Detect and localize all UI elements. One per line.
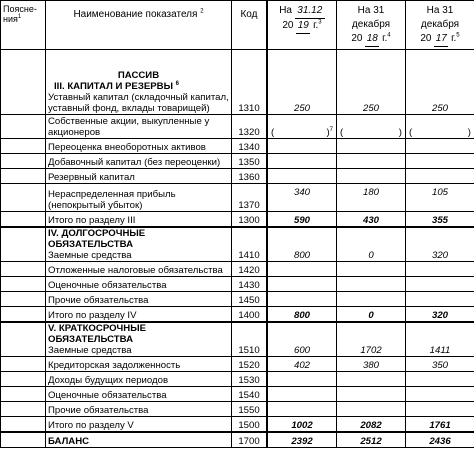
table-header-row <box>1 1 474 50</box>
row-name: Резервный капитал <box>46 169 232 184</box>
period1-year: 19 <box>296 19 310 34</box>
period3-year-suffix: г. <box>451 33 457 44</box>
row-name: БАЛАНС <box>46 432 232 448</box>
note-cell <box>1 169 46 184</box>
header-code-label: Код <box>240 9 258 20</box>
section5-total-row <box>1 417 474 433</box>
row-value-1: 800 <box>267 307 337 323</box>
note-cell <box>1 212 46 228</box>
header-name-label: Наименование показателя <box>73 9 198 20</box>
row-code: 1520 <box>232 357 268 372</box>
section5-row-1530 <box>1 372 474 387</box>
row-value-1: 340 <box>267 184 337 212</box>
row-value-1: 2392 <box>267 432 337 448</box>
period2-sup: 4 <box>387 32 391 39</box>
row-name: Оценочные обязательства <box>46 277 232 292</box>
section3-row-1360 <box>1 169 474 184</box>
section4-row-1410 <box>1 227 474 262</box>
row-value-1: 800 <box>267 227 337 262</box>
row-value-2: 2512 <box>337 432 406 448</box>
row-value-3 <box>406 154 474 169</box>
row-value-2 <box>337 154 406 169</box>
row-code: 1420 <box>232 262 268 277</box>
balance-total-row <box>1 432 474 448</box>
row-name: Отложенные налоговые обязательства <box>46 262 232 277</box>
period2-year: 18 <box>365 32 379 47</box>
section5-row-1510 <box>1 322 474 357</box>
row-value-1: 1002 <box>267 417 337 433</box>
row-code: 1430 <box>232 277 268 292</box>
row-name: Кредиторская задолженность <box>46 357 232 372</box>
period2-year-suffix: г. <box>382 33 388 44</box>
note-cell <box>1 277 46 292</box>
header-period2-cell <box>337 1 406 50</box>
row-code: 1350 <box>232 154 268 169</box>
note-cell <box>1 139 46 154</box>
note-cell <box>1 50 46 115</box>
row-value-2: 0 <box>337 227 406 262</box>
paren-close: ) <box>326 127 330 138</box>
row-value-3 <box>406 139 474 154</box>
period1-year-suffix: г. <box>313 20 319 31</box>
row-value-1 <box>267 292 337 307</box>
paren-open: ( <box>409 127 413 138</box>
footnote-sup: 7 <box>329 126 333 133</box>
row-code: 1700 <box>232 432 268 448</box>
row-value-3: 320 <box>406 227 474 262</box>
section4-row-1450 <box>1 292 474 307</box>
row-value-2 <box>337 262 406 277</box>
row-value-1 <box>267 262 337 277</box>
row-value-1: 590 <box>267 212 337 228</box>
paren-open: ( <box>340 127 344 138</box>
row-value-3 <box>406 387 474 402</box>
header-code-cell <box>232 1 268 50</box>
row-value-3: 105 <box>406 184 474 212</box>
note-cell <box>1 307 46 323</box>
period2-prefix: На 31 декабря <box>351 5 391 30</box>
section5-name-cell <box>46 322 232 357</box>
section4-row-1420 <box>1 262 474 277</box>
section3-row-1310 <box>1 50 474 115</box>
section4-total-row <box>1 307 474 323</box>
row-value-2 <box>337 402 406 417</box>
row-name: Уставный капитал (складочный капитал, уставный фонд, вклады товарищей) <box>48 92 229 114</box>
section3-row-1350 <box>1 154 474 169</box>
header-name-sup: 2 <box>200 8 204 15</box>
row-code: 1370 <box>232 184 268 212</box>
row-code: 1550 <box>232 402 268 417</box>
header-name-cell <box>46 1 232 50</box>
row-value-1: 250 <box>267 50 337 115</box>
row-value-2: 1702 <box>337 322 406 357</box>
period2-year-prefix: 20 <box>351 33 363 44</box>
row-value-1 <box>267 277 337 292</box>
note-cell <box>1 387 46 402</box>
row-code: 1310 <box>232 50 268 115</box>
row-value-2: 180 <box>337 184 406 212</box>
row-name: Оценочные обязательства <box>46 387 232 402</box>
row-value-3: 320 <box>406 307 474 323</box>
row-value-1 <box>267 402 337 417</box>
row-name: Итого по разделу IV <box>46 307 232 323</box>
section-liabilities-title: ПАССИВ <box>117 70 160 81</box>
section3-row-1320 <box>1 115 474 139</box>
header-note-label: Поясне- ния <box>3 4 37 24</box>
row-value-1 <box>267 387 337 402</box>
row-value-2 <box>337 169 406 184</box>
period3-year: 17 <box>434 32 448 47</box>
row-value-2 <box>337 372 406 387</box>
note-cell <box>1 357 46 372</box>
row-value-3 <box>406 115 474 139</box>
row-value-3: 250 <box>406 50 474 115</box>
row-value-3 <box>406 262 474 277</box>
section5-row-1520 <box>1 357 474 372</box>
row-value-1 <box>267 372 337 387</box>
row-value-2 <box>337 139 406 154</box>
row-code: 1340 <box>232 139 268 154</box>
row-name: Переоценка внеоборотных активов <box>46 139 232 154</box>
row-code: 1540 <box>232 387 268 402</box>
row-name: Добавочный капитал (без переоценки) <box>46 154 232 169</box>
section5-title: V. КРАТКОСРОЧНЫЕ ОБЯЗАТЕЛЬСТВА <box>48 323 147 345</box>
section3-total-row <box>1 212 474 228</box>
row-value-2: 0 <box>337 307 406 323</box>
note-cell <box>1 372 46 387</box>
section4-name-cell <box>46 227 232 262</box>
row-value-2: 380 <box>337 357 406 372</box>
row-value-3: 350 <box>406 357 474 372</box>
row-value-2 <box>337 277 406 292</box>
paren-close: ) <box>398 127 402 138</box>
period3-prefix: На 31 декабря <box>420 5 460 30</box>
header-period1-cell <box>267 1 337 50</box>
section5-row-1540 <box>1 387 474 402</box>
row-value-2: 430 <box>337 212 406 228</box>
section3-row-1340 <box>1 139 474 154</box>
row-value-2 <box>337 115 406 139</box>
row-code: 1510 <box>232 322 268 357</box>
row-value-3: 2436 <box>406 432 474 448</box>
period1-prefix: На <box>279 5 292 16</box>
note-cell <box>1 184 46 212</box>
row-value-2 <box>337 292 406 307</box>
row-value-1: 402 <box>267 357 337 372</box>
row-code: 1500 <box>232 417 268 433</box>
row-name: Прочие обязательства <box>46 402 232 417</box>
period1-date: 31.12 <box>295 4 325 19</box>
row-name: Заемные средства <box>48 345 132 356</box>
row-value-3 <box>406 292 474 307</box>
row-value-3: 355 <box>406 212 474 228</box>
note-cell <box>1 154 46 169</box>
note-cell <box>1 402 46 417</box>
paren-close: ) <box>467 127 471 138</box>
period1-year-prefix: 20 <box>282 20 294 31</box>
period1-sup: 3 <box>318 19 322 26</box>
section4-title: IV. ДОЛГОСРОЧНЫЕ ОБЯЗАТЕЛЬСТВА <box>48 228 146 250</box>
row-code: 1320 <box>232 115 268 139</box>
row-name: Итого по разделу III <box>46 212 232 228</box>
note-cell <box>1 292 46 307</box>
header-period3-cell <box>406 1 474 50</box>
row-value-2: 2082 <box>337 417 406 433</box>
row-value-3 <box>406 169 474 184</box>
note-cell <box>1 432 46 448</box>
period3-sup: 5 <box>456 32 460 39</box>
row-name: Собственные акции, выкупленные у акционеров <box>46 115 232 139</box>
row-value-1: 600 <box>267 322 337 357</box>
row-name: Прочие обязательства <box>46 292 232 307</box>
row-value-2 <box>337 387 406 402</box>
row-value-3 <box>406 402 474 417</box>
row-code: 1410 <box>232 227 268 262</box>
note-cell <box>1 115 46 139</box>
row-code: 1450 <box>232 292 268 307</box>
paren-open: ( <box>271 127 275 138</box>
row-code: 1530 <box>232 372 268 387</box>
row-name: Итого по разделу V <box>46 417 232 433</box>
row-value-3 <box>406 277 474 292</box>
row-value-1 <box>267 115 337 139</box>
section3-name-cell <box>46 50 232 115</box>
row-code: 1400 <box>232 307 268 323</box>
row-value-2: 250 <box>337 50 406 115</box>
row-value-3: 1411 <box>406 322 474 357</box>
row-code: 1360 <box>232 169 268 184</box>
section5-row-1550 <box>1 402 474 417</box>
section3-sup: 6 <box>175 80 179 87</box>
period3-year-prefix: 20 <box>420 33 432 44</box>
section3-row-1370 <box>1 184 474 212</box>
note-cell <box>1 417 46 433</box>
section4-row-1430 <box>1 277 474 292</box>
row-name: Нераспределенная прибыль (непокрытый убыток) <box>46 184 232 212</box>
row-code: 1300 <box>232 212 268 228</box>
note-cell <box>1 227 46 262</box>
section3-title: III. КАПИТАЛ И РЕЗЕРВЫ <box>54 81 173 92</box>
row-value-3 <box>406 372 474 387</box>
row-value-1 <box>267 154 337 169</box>
note-cell <box>1 262 46 277</box>
row-name: Доходы будущих периодов <box>46 372 232 387</box>
row-name: Заемные средства <box>48 250 132 261</box>
header-note-cell <box>1 1 46 50</box>
row-value-1 <box>267 139 337 154</box>
note-cell <box>1 322 46 357</box>
header-note-sup: 1 <box>17 14 22 20</box>
row-value-1 <box>267 169 337 184</box>
row-value-3: 1761 <box>406 417 474 433</box>
